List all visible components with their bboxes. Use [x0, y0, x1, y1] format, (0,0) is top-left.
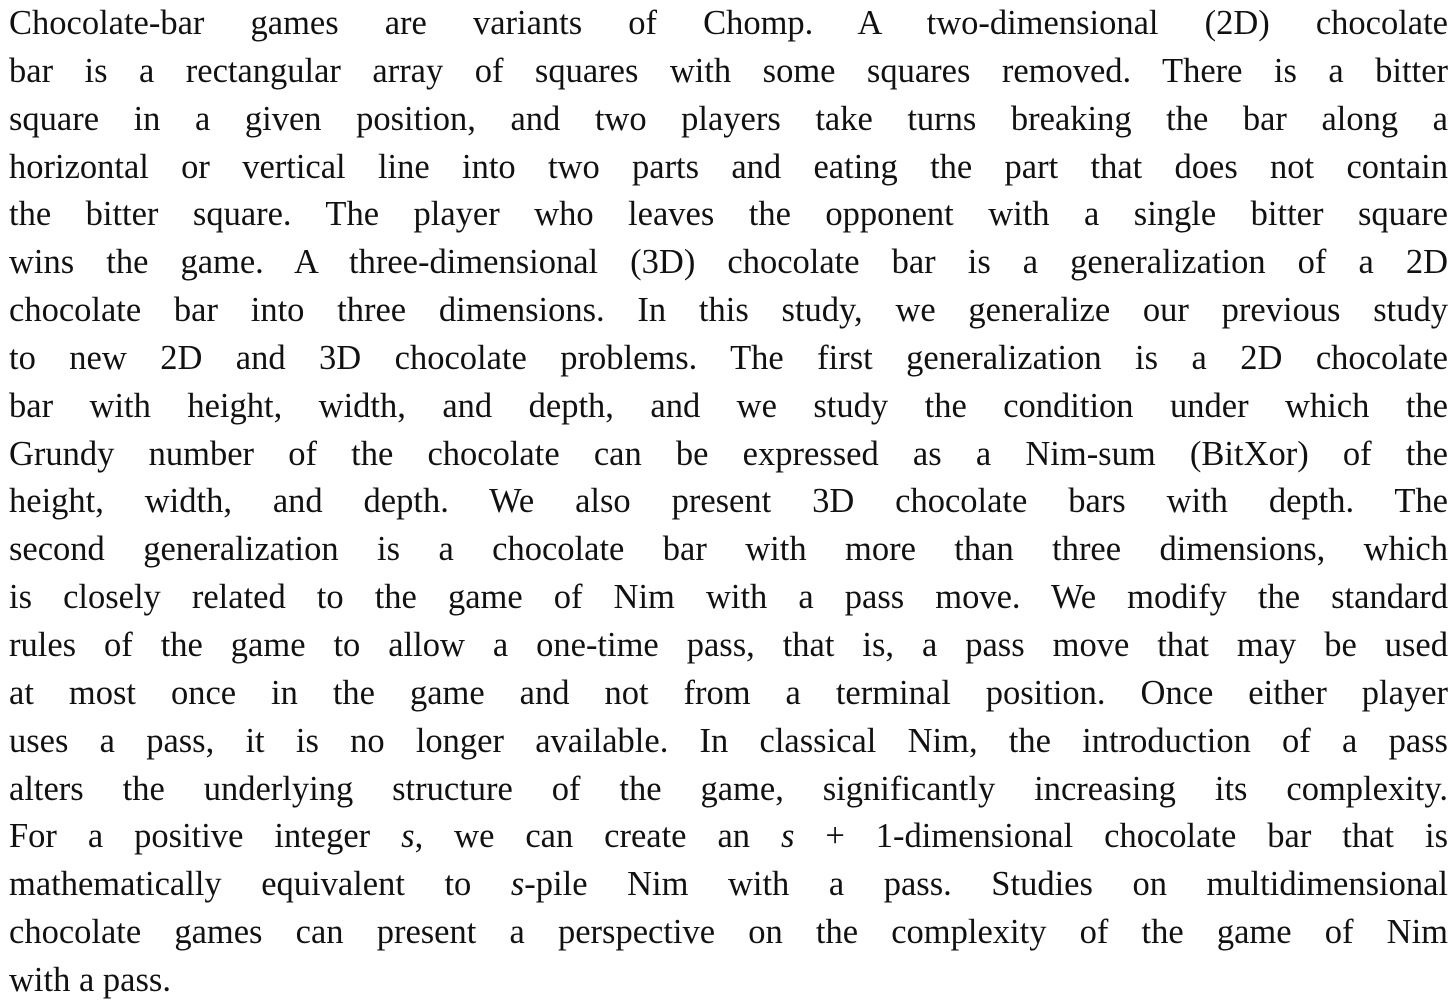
abstract-line-19: mathematically equivalent to s-pile Nim with a pass. Studies on multidimensional — [9, 865, 1448, 904]
abstract-line-10: Grundy number of the chocolate can be expressed as a Nim-sum (BitXor) of the — [9, 434, 1448, 473]
abstract-line-12: second generalization is a chocolate bar with more than three dimensions, which — [9, 530, 1448, 569]
abstract-line-13: is closely related to the game of Nim with a pass move. We modify the standard — [9, 578, 1448, 617]
abstract-line-5: the bitter square. The player who leaves the opponent with a single bitter square — [9, 195, 1448, 234]
abstract-line-15: at most once in the game and not from a terminal position. Once either player — [9, 673, 1448, 712]
abstract-line-14: rules of the game to allow a one-time pass, that is, a pass move that may be used — [9, 625, 1448, 664]
page — [9, 0, 1448, 1000]
abstract-line-17: alters the underlying structure of the game, significantly increasing its complexity. — [9, 769, 1448, 808]
abstract-line-2: bar is a rectangular array of squares with some squares removed. There is a bitter — [9, 51, 1448, 90]
abstract-line-9: bar with height, width, and depth, and we study the condition under which the — [9, 386, 1448, 425]
abstract-line-7: chocolate bar into three dimensions. In this study, we generalize our previous study — [9, 291, 1448, 330]
abstract-line-1: Chocolate-bar games are variants of Chomp. A two-dimensional (2D) chocolate — [9, 4, 1448, 42]
abstract-line-6: wins the game. A three-dimensional (3D) chocolate bar is a generalization of a 2D — [9, 243, 1448, 282]
abstract-text — [9, 0, 1448, 1000]
abstract-line-16: uses a pass, it is no longer available. In classical Nim, the introduction of a pass — [9, 721, 1448, 760]
abstract-line-4: horizontal or vertical line into two parts and eating the part that does not contain — [9, 147, 1448, 186]
abstract-line-8: to new 2D and 3D chocolate problems. The first generalization is a 2D chocolate — [9, 338, 1448, 377]
abstract-line-21: with a pass. — [9, 960, 171, 999]
abstract-line-3: square in a given position, and two players take turns breaking the bar along a — [9, 99, 1448, 138]
abstract-line-18: For a positive integer s, we can create an s + 1-dimensional chocolate bar that is — [9, 817, 1448, 856]
abstract-line-11: height, width, and depth. We also present 3D chocolate bars with depth. The — [9, 482, 1448, 521]
abstract-line-20: chocolate games can present a perspective on the complexity of the game of Nim — [9, 913, 1448, 952]
